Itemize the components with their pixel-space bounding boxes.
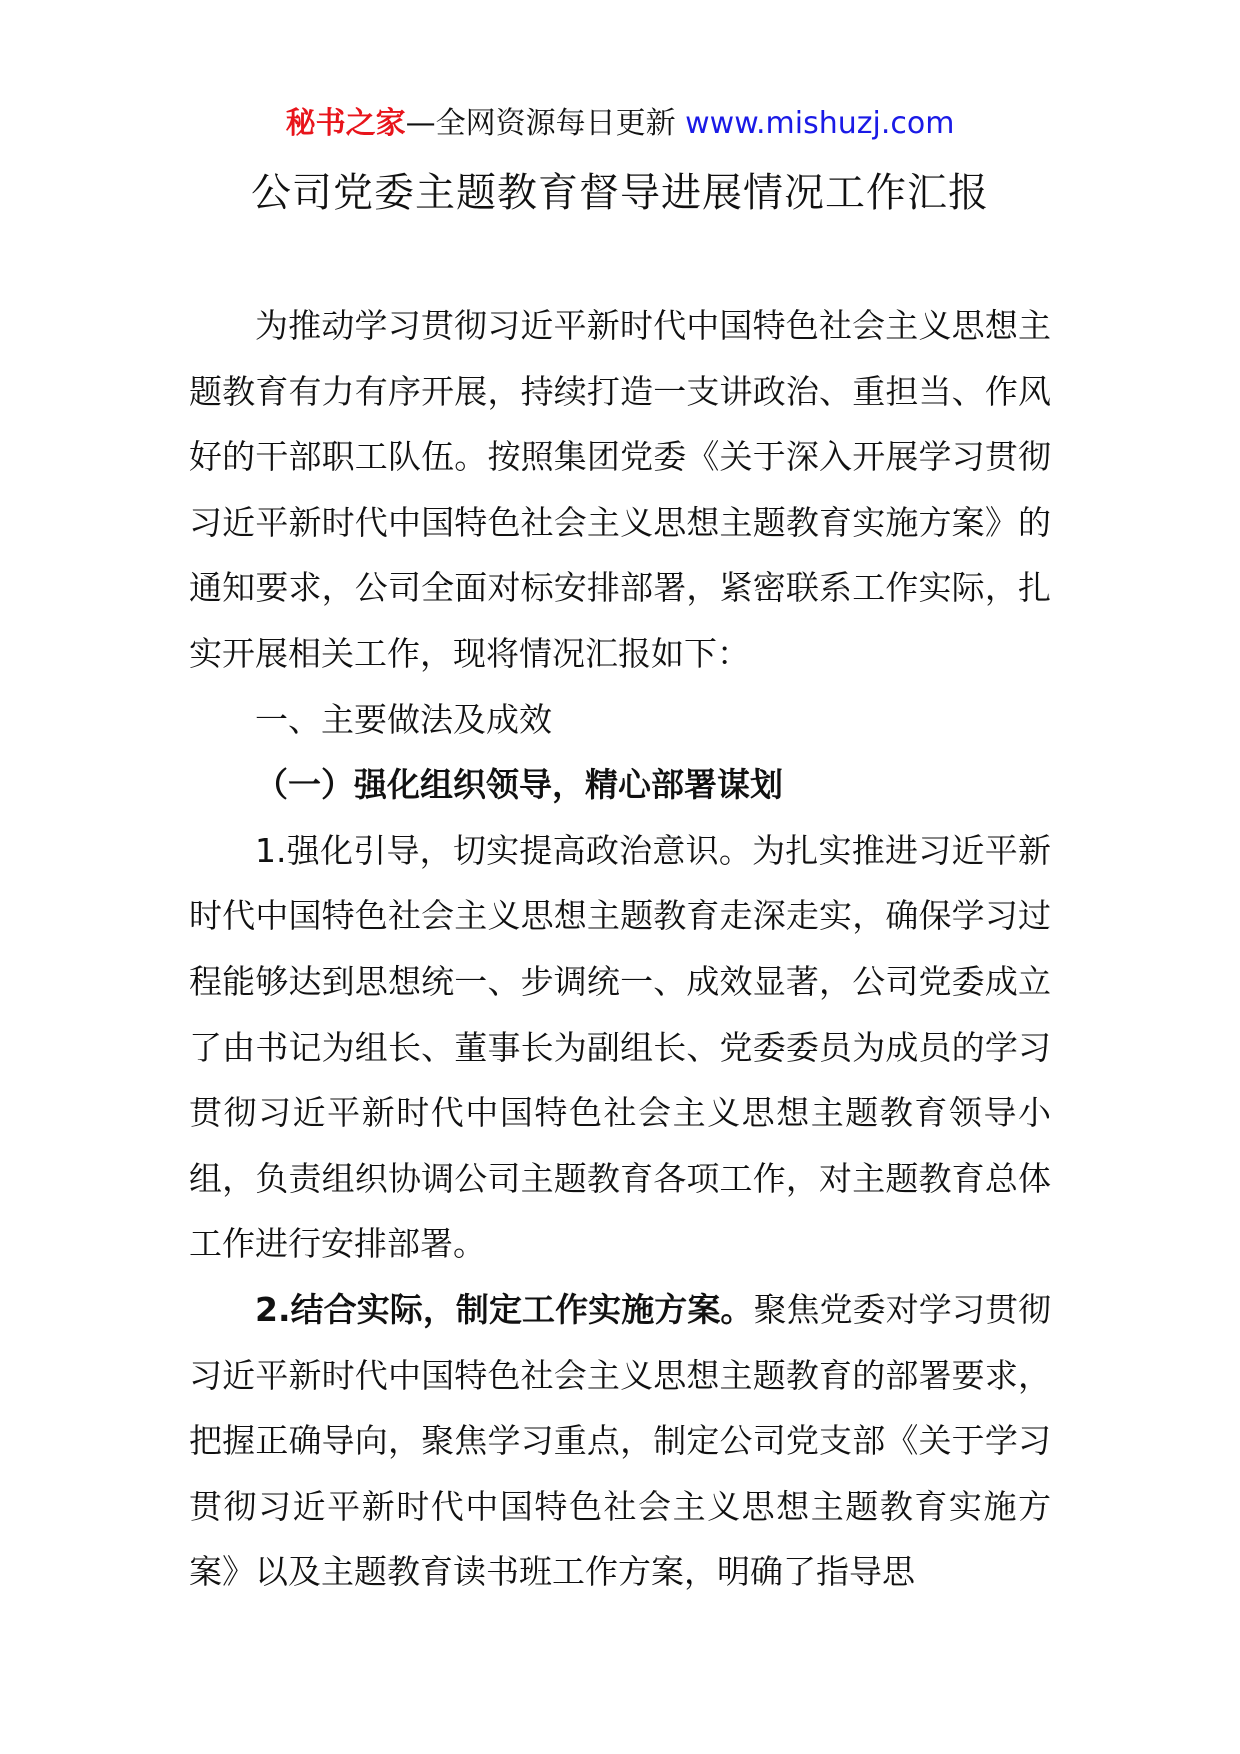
brand-name: 秘书之家 <box>285 106 406 141</box>
item-2-lead: 2.结合实际，制定工作实施方案。 <box>255 1289 754 1329</box>
site-header <box>0 104 1240 144</box>
document-body <box>189 293 1051 1605</box>
intro-paragraph: 为推动学习贯彻习近平新时代中国特色社会主义思想主题教育有力有序开展，持续打造一支讲政治、重担当、作风好的干部职工队伍。按照集团党委《关于深入开展学习贯彻习近平新时代中国特色社会主义思想主题教育实施方案》的通知要求，公司全面对标安排部署，紧密联系工作实际，扎实开展相关工作，现将情况汇报如下： <box>189 306 1051 673</box>
item-1-paragraph: 1.强化引导，切实提高政治意识。为扎实推进习近平新时代中国特色社会主义思想主题教育走深走实，确保学习过程能够达到思想统一、步调统一、成效显著，公司党委成立了由书记为组长、董事长为副组长、党委委员为成员的学习贯彻习近平新时代中国特色社会主义思想主题教育领导小组，负责组织协调公司主题教育各项工作，对主题教育总体工作进行安排部署。 <box>189 830 1051 1264</box>
item-2-paragraph <box>189 1277 1051 1605</box>
subsection-heading: （一）强化组织领导，精心部署谋划 <box>255 765 783 805</box>
item-2-text: 聚焦党委对学习贯彻习近平新时代中国特色社会主义思想主题教育的部署要求，把握正确导向，聚焦学习重点，制定公司党支部《关于学习贯彻习近平新时代中国特色社会主义思想主题教育实施方案》以及主题教育读书班工作方案，明确了指导思 <box>189 1289 1052 1592</box>
document-title: 公司党委主题教育督导进展情况工作汇报 <box>251 170 989 216</box>
header-tagline: —全网资源每日更新 <box>405 106 676 141</box>
section-heading: 一、主要做法及成效 <box>255 699 552 739</box>
site-url-link[interactable]: www.mishuzj.com <box>685 106 955 141</box>
